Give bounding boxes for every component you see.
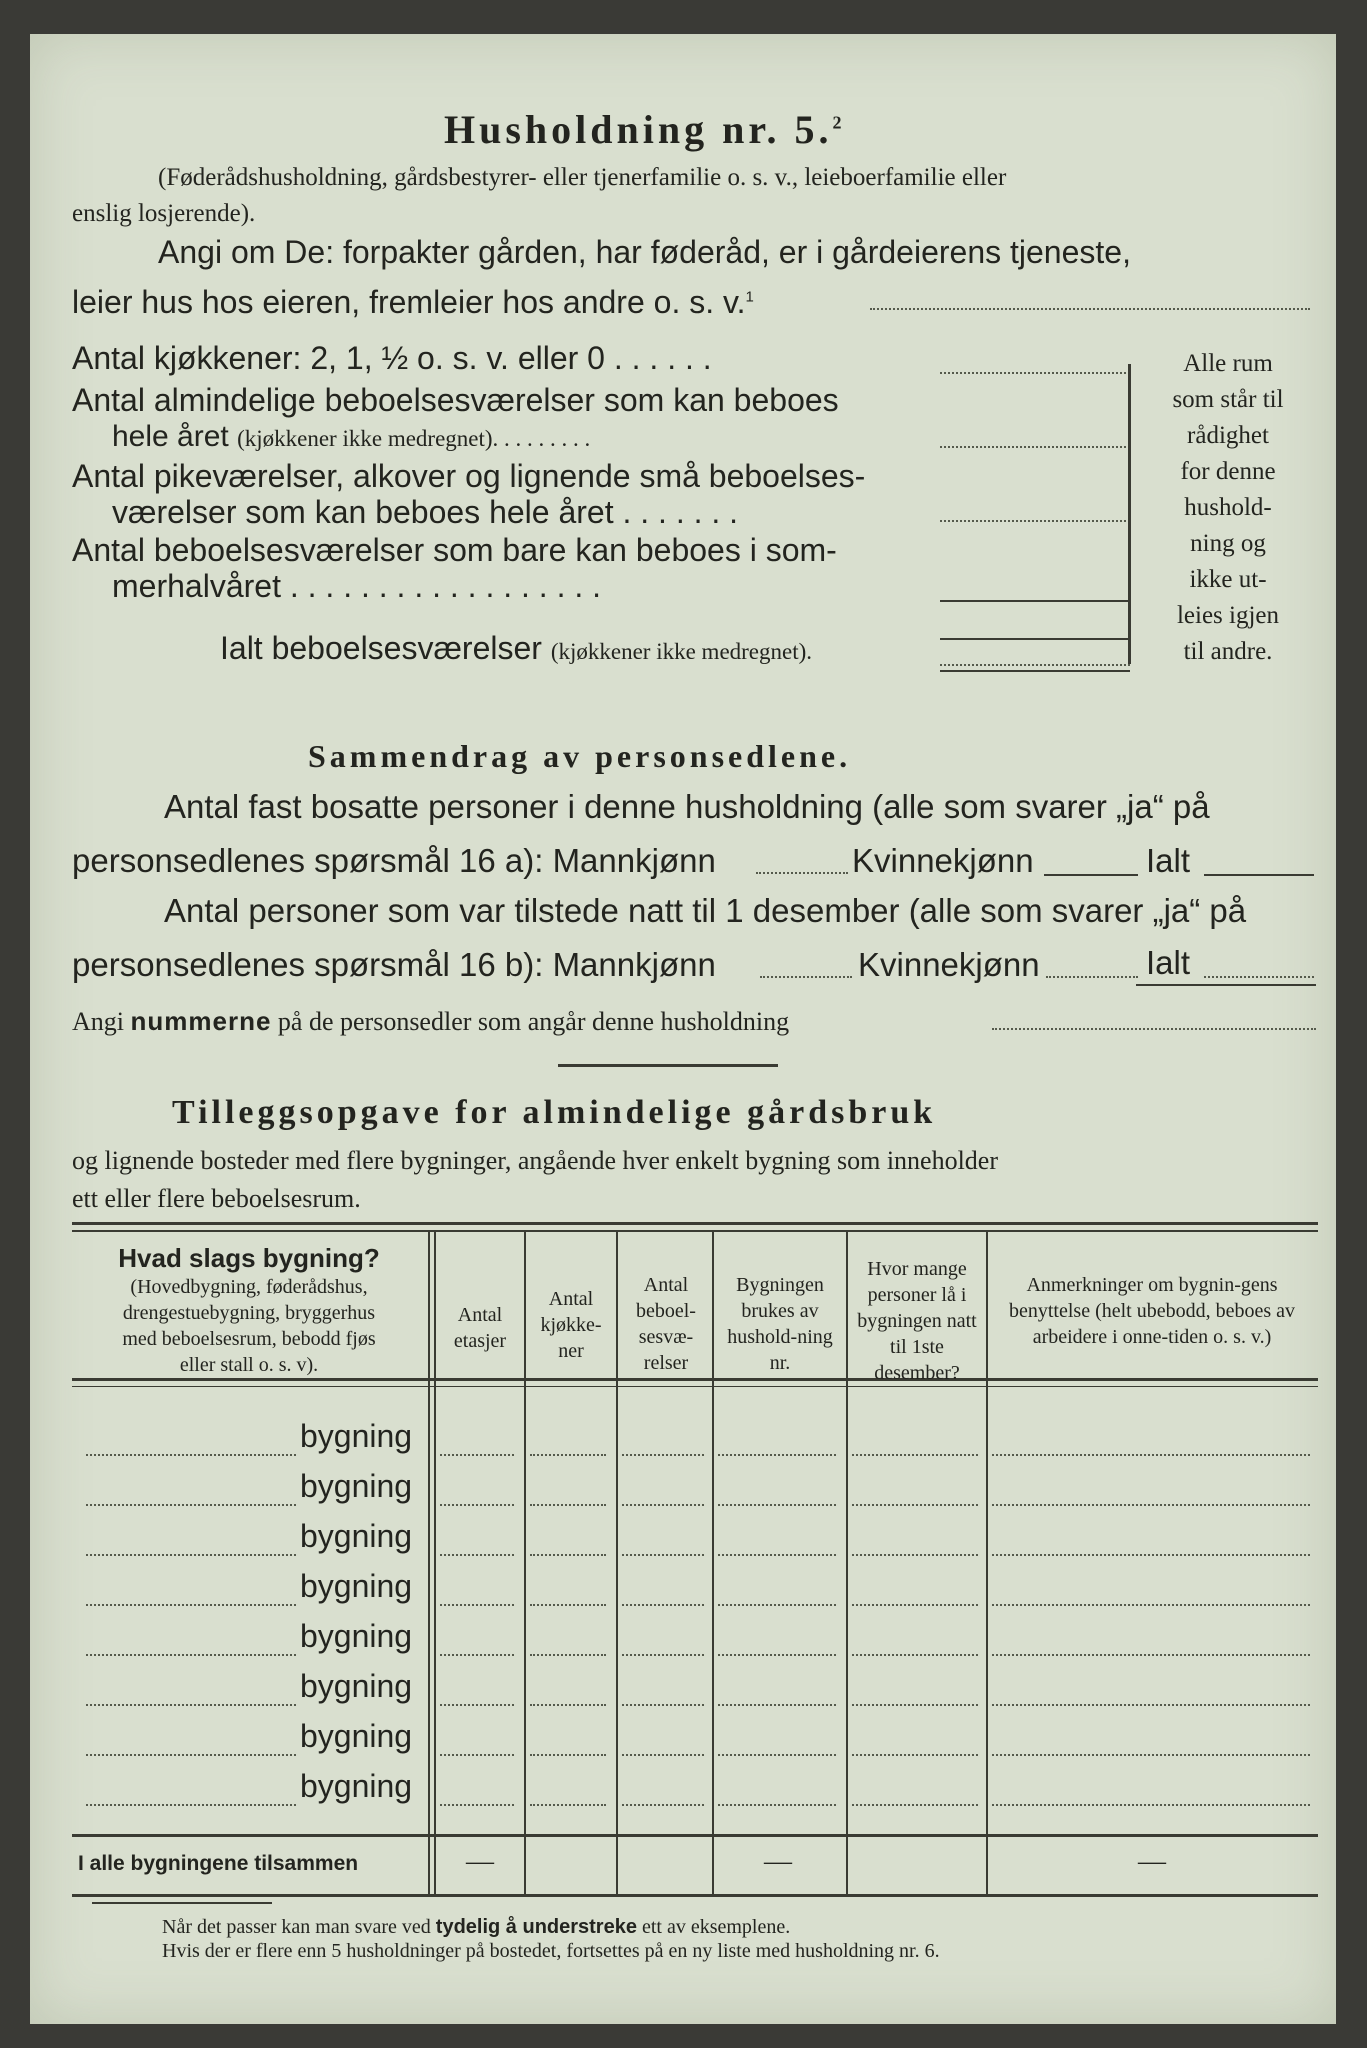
building-cell-answer[interactable] <box>992 1804 1310 1806</box>
col-divider <box>712 1232 714 1894</box>
angi-line-2 <box>72 284 754 321</box>
building-cell-answer[interactable] <box>622 1754 704 1756</box>
building-cell-answer[interactable] <box>440 1704 514 1706</box>
building-type-answer[interactable] <box>86 1554 296 1556</box>
building-row-label: bygning <box>300 1668 413 1704</box>
col-divider <box>616 1232 618 1894</box>
total-floors-dash: — <box>466 1846 494 1877</box>
total-row-label: I alle bygningene tilsammen <box>78 1852 359 1875</box>
header-persons: Hvor mange personer lå i bygningen natt til 1ste desember? <box>857 1258 977 1384</box>
header-building-type-desc: (Hovedbygning, føderådshus, drengestuebygning, bryggerhus med beboelsesrum, bebodd fjøs eller stall o. s. v). <box>122 1276 376 1376</box>
building-cell-answer[interactable] <box>440 1654 514 1656</box>
building-cell-answer[interactable] <box>530 1654 606 1656</box>
side-note-line: leies igjen <box>1176 602 1280 629</box>
total-remarks-dash: — <box>1138 1846 1166 1877</box>
col-divider <box>428 1232 430 1894</box>
total-rooms-underline <box>940 670 1130 672</box>
building-row-label: bygning <box>300 1518 413 1554</box>
building-cell-answer[interactable] <box>992 1604 1310 1606</box>
intro-line-1: (Føderådshusholdning, gårdsbestyrer- eller tjenerfamilie o. s. v., leieboerfamilie eller <box>158 164 1007 191</box>
building-row-label: bygning <box>300 1718 413 1754</box>
table-top-border-2 <box>72 1230 1318 1232</box>
supplement-line-2: ett eller flere beboelsesrum. <box>72 1184 361 1213</box>
building-row-label: bygning <box>300 1568 413 1604</box>
building-cell-answer[interactable] <box>530 1754 606 1756</box>
supplement-line-1: og lignende bosteder med flere bygninger, angående hver enkelt bygning som inneholder <box>72 1146 999 1175</box>
header-building-type <box>74 1242 424 1378</box>
question-rooms-line-1: Antal almindelige beboelsesværelser som kan beboes <box>72 382 839 418</box>
building-row-label: bygning <box>300 1768 413 1804</box>
present-total-label: Ialt <box>1146 944 1191 981</box>
footnote-divider <box>92 1902 272 1904</box>
present-total-answer[interactable] <box>1204 976 1314 978</box>
building-cell-answer[interactable] <box>530 1604 606 1606</box>
summary-fast-line-2 <box>72 842 716 880</box>
building-cell-answer[interactable] <box>440 1604 514 1606</box>
summary-number-post: på de personsedler som angår denne husholdning <box>271 1007 790 1036</box>
building-cell-answer[interactable] <box>622 1554 704 1556</box>
intro-line-2: enslig losjerende). <box>72 200 256 227</box>
fast-total-answer[interactable] <box>1204 874 1314 876</box>
answer-maid-rooms[interactable] <box>940 520 1130 522</box>
building-cell-answer[interactable] <box>622 1654 704 1656</box>
building-type-answer[interactable] <box>86 1604 296 1606</box>
col-divider <box>434 1232 436 1894</box>
header-floors: Antal etasjer <box>453 1304 507 1352</box>
total-used-by-dash: — <box>764 1846 792 1877</box>
answer-kitchens[interactable] <box>940 372 1130 374</box>
building-type-answer[interactable] <box>86 1454 296 1456</box>
summary-number-answer[interactable] <box>992 1028 1316 1030</box>
present-female-label: Kvinnekjønn <box>858 946 1040 983</box>
answer-summer-rooms-line-2 <box>940 638 1130 640</box>
question-maid-rooms-line-2: værelser som kan beboes hele året . . . . . . . <box>112 494 739 530</box>
building-cell-answer[interactable] <box>992 1454 1310 1456</box>
building-cell-answer[interactable] <box>852 1604 978 1606</box>
household-title-footnote: 2 <box>832 112 846 133</box>
building-cell-answer[interactable] <box>530 1504 606 1506</box>
side-note-line: Alle rum <box>1183 350 1273 377</box>
header-remarks: Anmerkninger om bygnin-gens benyttelse (helt ubebodd, beboes av arbeidere i onne-tiden o. s. v.) <box>1008 1274 1296 1348</box>
question-total-rooms-note: (kjøkkener ikke medregnet). <box>550 639 813 664</box>
question-total-rooms <box>220 630 812 667</box>
footnote-2: Hvis der er flere enn 5 husholdninger på bostedet, fortsettes på en ny liste med husholdning nr. 6. <box>162 1940 940 1962</box>
building-row-label: bygning <box>300 1418 413 1454</box>
building-row-label: bygning <box>300 1468 413 1504</box>
side-note-line: som står til <box>1172 386 1284 413</box>
building-cell-answer[interactable] <box>440 1554 514 1556</box>
question-summer-rooms-line-2: merhalvåret . . . . . . . . . . . . . . . . . . <box>112 568 602 604</box>
header-kitchens: Antal kjøkke-ner <box>540 1288 602 1362</box>
footnote-1 <box>162 1916 790 1939</box>
summary-fast-line-1: Antal fast bosatte personer i denne husholdning (alle som svarer „ja“ på <box>164 788 1210 825</box>
building-cell-answer[interactable] <box>530 1704 606 1706</box>
footnote-1-post: ett av eksemplene. <box>636 1916 791 1938</box>
building-cell-answer[interactable] <box>852 1554 978 1556</box>
answer-summer-rooms-line[interactable] <box>940 600 1130 602</box>
fast-female-answer[interactable] <box>1044 874 1138 876</box>
building-cell-answer[interactable] <box>440 1804 514 1806</box>
building-row-label: bygning <box>300 1618 413 1654</box>
building-cell-answer[interactable] <box>718 1554 836 1556</box>
question-total-rooms-text: Ialt beboelsesværelser <box>220 630 542 666</box>
building-cell-answer[interactable] <box>852 1754 978 1756</box>
footnote-1-bold: tydelig å understreke <box>435 1916 637 1938</box>
building-cell-answer[interactable] <box>852 1504 978 1506</box>
angi-footnote: 1 <box>745 288 754 306</box>
building-cell-answer[interactable] <box>530 1554 606 1556</box>
question-summer-rooms-line-1: Antal beboelsesværelser som bare kan beboes i som- <box>72 532 837 568</box>
side-note-line: hushold- <box>1184 494 1272 521</box>
building-cell-answer[interactable] <box>852 1654 978 1656</box>
building-type-answer[interactable] <box>86 1754 296 1756</box>
building-cell-answer[interactable] <box>718 1654 836 1656</box>
summary-fast-line-2-text: personsedlenes spørsmål 16 a): Mannkjønn <box>72 842 716 879</box>
angi-line-2-text: leier hus hos eieren, fremleier hos andre o. s. v. <box>72 284 746 320</box>
building-cell-answer[interactable] <box>992 1504 1310 1506</box>
answer-total-rooms[interactable] <box>940 664 1130 666</box>
fast-female-label: Kvinnekjønn <box>852 842 1034 879</box>
supplement-title: Tilleggsopgave for almindelige gårdsbruk <box>172 1094 937 1131</box>
building-cell-answer[interactable] <box>530 1804 606 1806</box>
building-cell-answer[interactable] <box>622 1504 704 1506</box>
summary-number-pre: Angi <box>72 1007 131 1036</box>
answer-rooms[interactable] <box>940 446 1130 448</box>
col-divider <box>986 1232 988 1894</box>
present-total-underline <box>1136 984 1316 986</box>
building-cell-answer[interactable] <box>622 1454 704 1456</box>
building-cell-answer[interactable] <box>622 1804 704 1806</box>
question-rooms-line-2-note: (kjøkkener ikke medregnet). . . . . . . . . <box>237 426 591 451</box>
side-bracket <box>1128 364 1131 664</box>
col-divider <box>846 1232 848 1894</box>
question-rooms-line-2 <box>112 420 590 454</box>
side-note-line: ikke ut- <box>1189 566 1267 593</box>
census-form-page <box>30 34 1336 2024</box>
fast-male-answer[interactable] <box>756 872 848 874</box>
footnote-1-pre: Når det passer kan man svare ved <box>162 1916 436 1938</box>
building-type-answer[interactable] <box>86 1504 296 1506</box>
angi-line-1: Angi om De: forpakter gården, har føderåd, er i gårdeierens tjeneste, <box>158 234 1131 270</box>
section-divider <box>558 1064 778 1067</box>
building-cell-answer[interactable] <box>718 1604 836 1606</box>
building-cell-answer[interactable] <box>440 1454 514 1456</box>
table-header-bottom <box>72 1378 1318 1381</box>
building-type-answer[interactable] <box>86 1704 296 1706</box>
building-type-answer[interactable] <box>86 1654 296 1656</box>
building-cell-answer[interactable] <box>992 1654 1310 1656</box>
present-male-answer[interactable] <box>760 976 852 978</box>
summary-number-bold: nummerne <box>130 1006 272 1036</box>
building-cell-answer[interactable] <box>530 1454 606 1456</box>
table-header-bottom-2 <box>72 1386 1318 1387</box>
header-building-type-title: Hvad slags bygning? <box>118 1243 380 1273</box>
summary-number-line <box>72 1006 789 1037</box>
header-rooms: Antal beboel-sesvæ-relser <box>636 1274 696 1374</box>
fast-total-label: Ialt <box>1146 842 1191 879</box>
question-rooms-line-2-text: hele året <box>112 420 229 453</box>
question-kitchens: Antal kjøkkener: 2, 1, ½ o. s. v. eller 0 . . . . . . <box>72 340 712 376</box>
building-cell-answer[interactable] <box>992 1754 1310 1756</box>
question-maid-rooms-line-1: Antal pikeværelser, alkover og lignende små beboelses- <box>72 458 866 494</box>
building-cell-answer[interactable] <box>852 1454 978 1456</box>
building-cell-answer[interactable] <box>622 1604 704 1606</box>
summary-present-line-2 <box>72 946 716 984</box>
building-cell-answer[interactable] <box>718 1804 836 1806</box>
table-top-border <box>72 1222 1318 1225</box>
side-note-line: til andre. <box>1183 638 1273 665</box>
building-cell-answer[interactable] <box>622 1704 704 1706</box>
table-bottom-border <box>72 1894 1318 1897</box>
building-cell-answer[interactable] <box>440 1754 514 1756</box>
building-cell-answer[interactable] <box>718 1754 836 1756</box>
building-cell-answer[interactable] <box>718 1704 836 1706</box>
side-note-line: ning og <box>1190 530 1266 557</box>
summary-present-line-2-text: personsedlenes spørsmål 16 b): Mannkjønn <box>72 946 716 983</box>
side-note-line: for denne <box>1180 458 1276 485</box>
building-cell-answer[interactable] <box>992 1554 1310 1556</box>
household-title <box>444 106 845 153</box>
col-divider <box>524 1232 526 1894</box>
table-total-top <box>72 1834 1318 1837</box>
building-cell-answer[interactable] <box>718 1454 836 1456</box>
angi-answer-line[interactable] <box>870 308 1310 310</box>
summary-title: Sammendrag av personsedlene. <box>308 738 852 774</box>
building-cell-answer[interactable] <box>992 1704 1310 1706</box>
summary-present-line-1: Antal personer som var tilstede natt til 1 desember (alle som svarer „ja“ på <box>164 892 1247 929</box>
side-note <box>1138 346 1318 670</box>
header-used-by: Bygningen brukes av hushold-ning nr. <box>727 1274 833 1374</box>
present-female-answer[interactable] <box>1046 976 1138 978</box>
building-cell-answer[interactable] <box>852 1804 978 1806</box>
side-note-line: rådighet <box>1187 422 1269 449</box>
building-cell-answer[interactable] <box>718 1504 836 1506</box>
household-title-text: Husholdning nr. 5. <box>444 107 833 152</box>
building-type-answer[interactable] <box>86 1804 296 1806</box>
building-cell-answer[interactable] <box>440 1504 514 1506</box>
building-cell-answer[interactable] <box>852 1704 978 1706</box>
